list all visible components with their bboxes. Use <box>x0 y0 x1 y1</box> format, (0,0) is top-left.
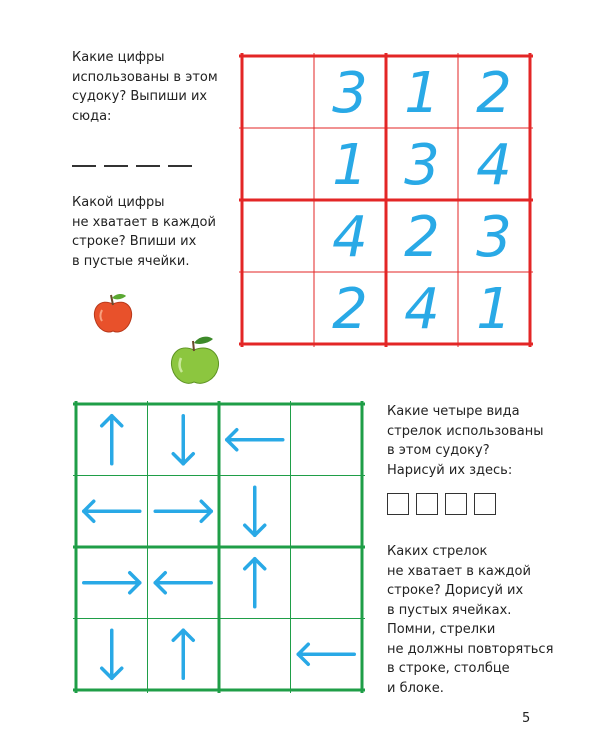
question-line: строке? Дорисуй их <box>387 583 524 598</box>
sudoku-digit: 4 <box>476 133 512 198</box>
arrow-left-icon <box>298 644 354 664</box>
arrow-sudoku-grid <box>73 401 365 693</box>
arrow-left-icon <box>155 573 211 593</box>
sudoku-digit: 2 <box>404 205 440 270</box>
question-line: Нарисуй их здесь: <box>387 462 513 478</box>
sudoku-digit: 3 <box>332 61 368 126</box>
arrow-down-icon <box>173 416 193 464</box>
arrow-up-icon <box>245 559 265 607</box>
arrow-right-icon <box>84 573 140 593</box>
question-line: Какие цифры <box>72 50 165 65</box>
sudoku-digit: 1 <box>404 61 440 126</box>
empty-cell[interactable] <box>295 551 359 615</box>
question-line: судоку? Выпиши их <box>72 89 208 104</box>
arrow-left-icon <box>227 430 283 450</box>
sudoku-digit: 1 <box>332 133 368 198</box>
arrow-up-icon <box>173 630 193 678</box>
number-sudoku-grid <box>239 53 533 347</box>
question-line: Какой цифры <box>72 195 165 210</box>
arrow-up-icon <box>102 416 122 464</box>
arrow-left-icon <box>84 501 140 521</box>
page-number: 5 <box>522 711 531 726</box>
question-line: в пустых ячейках. <box>387 602 512 618</box>
sudoku-digit: 2 <box>476 61 512 126</box>
sudoku-digit: 2 <box>332 277 368 342</box>
empty-cell[interactable] <box>223 623 287 687</box>
empty-cell[interactable] <box>295 408 359 472</box>
sudoku-digit: 4 <box>332 205 368 270</box>
question-line: не хватает в каждой <box>387 563 531 579</box>
question-line: и блоке. <box>387 680 444 696</box>
arrow-right-icon <box>155 501 211 521</box>
arrow-down-icon <box>245 487 265 535</box>
question-line: не должны повторяться <box>387 641 554 657</box>
question-line: стрелок использованы <box>387 423 544 439</box>
sudoku-digit: 3 <box>476 205 512 270</box>
question-line: не хватает в каждой <box>72 214 216 230</box>
question-line: строке? Впиши их <box>72 234 197 249</box>
sudoku-digit: 4 <box>404 277 440 342</box>
sudoku-digit: 3 <box>404 133 440 198</box>
question-line: в этом судоку? <box>387 443 490 458</box>
question-line: сюда: <box>72 108 112 124</box>
question-line: Каких стрелок <box>387 544 488 559</box>
question-line: Помни, стрелки <box>387 622 496 637</box>
question-line: использованы в этом <box>72 69 218 85</box>
empty-cell[interactable] <box>295 480 359 544</box>
question-line: в строке, столбце <box>387 661 510 676</box>
question-line: Какие четыре вида <box>387 404 520 419</box>
sudoku-digit: 1 <box>476 277 512 342</box>
question-line: в пустые ячейки. <box>72 253 190 269</box>
arrow-down-icon <box>102 630 122 678</box>
